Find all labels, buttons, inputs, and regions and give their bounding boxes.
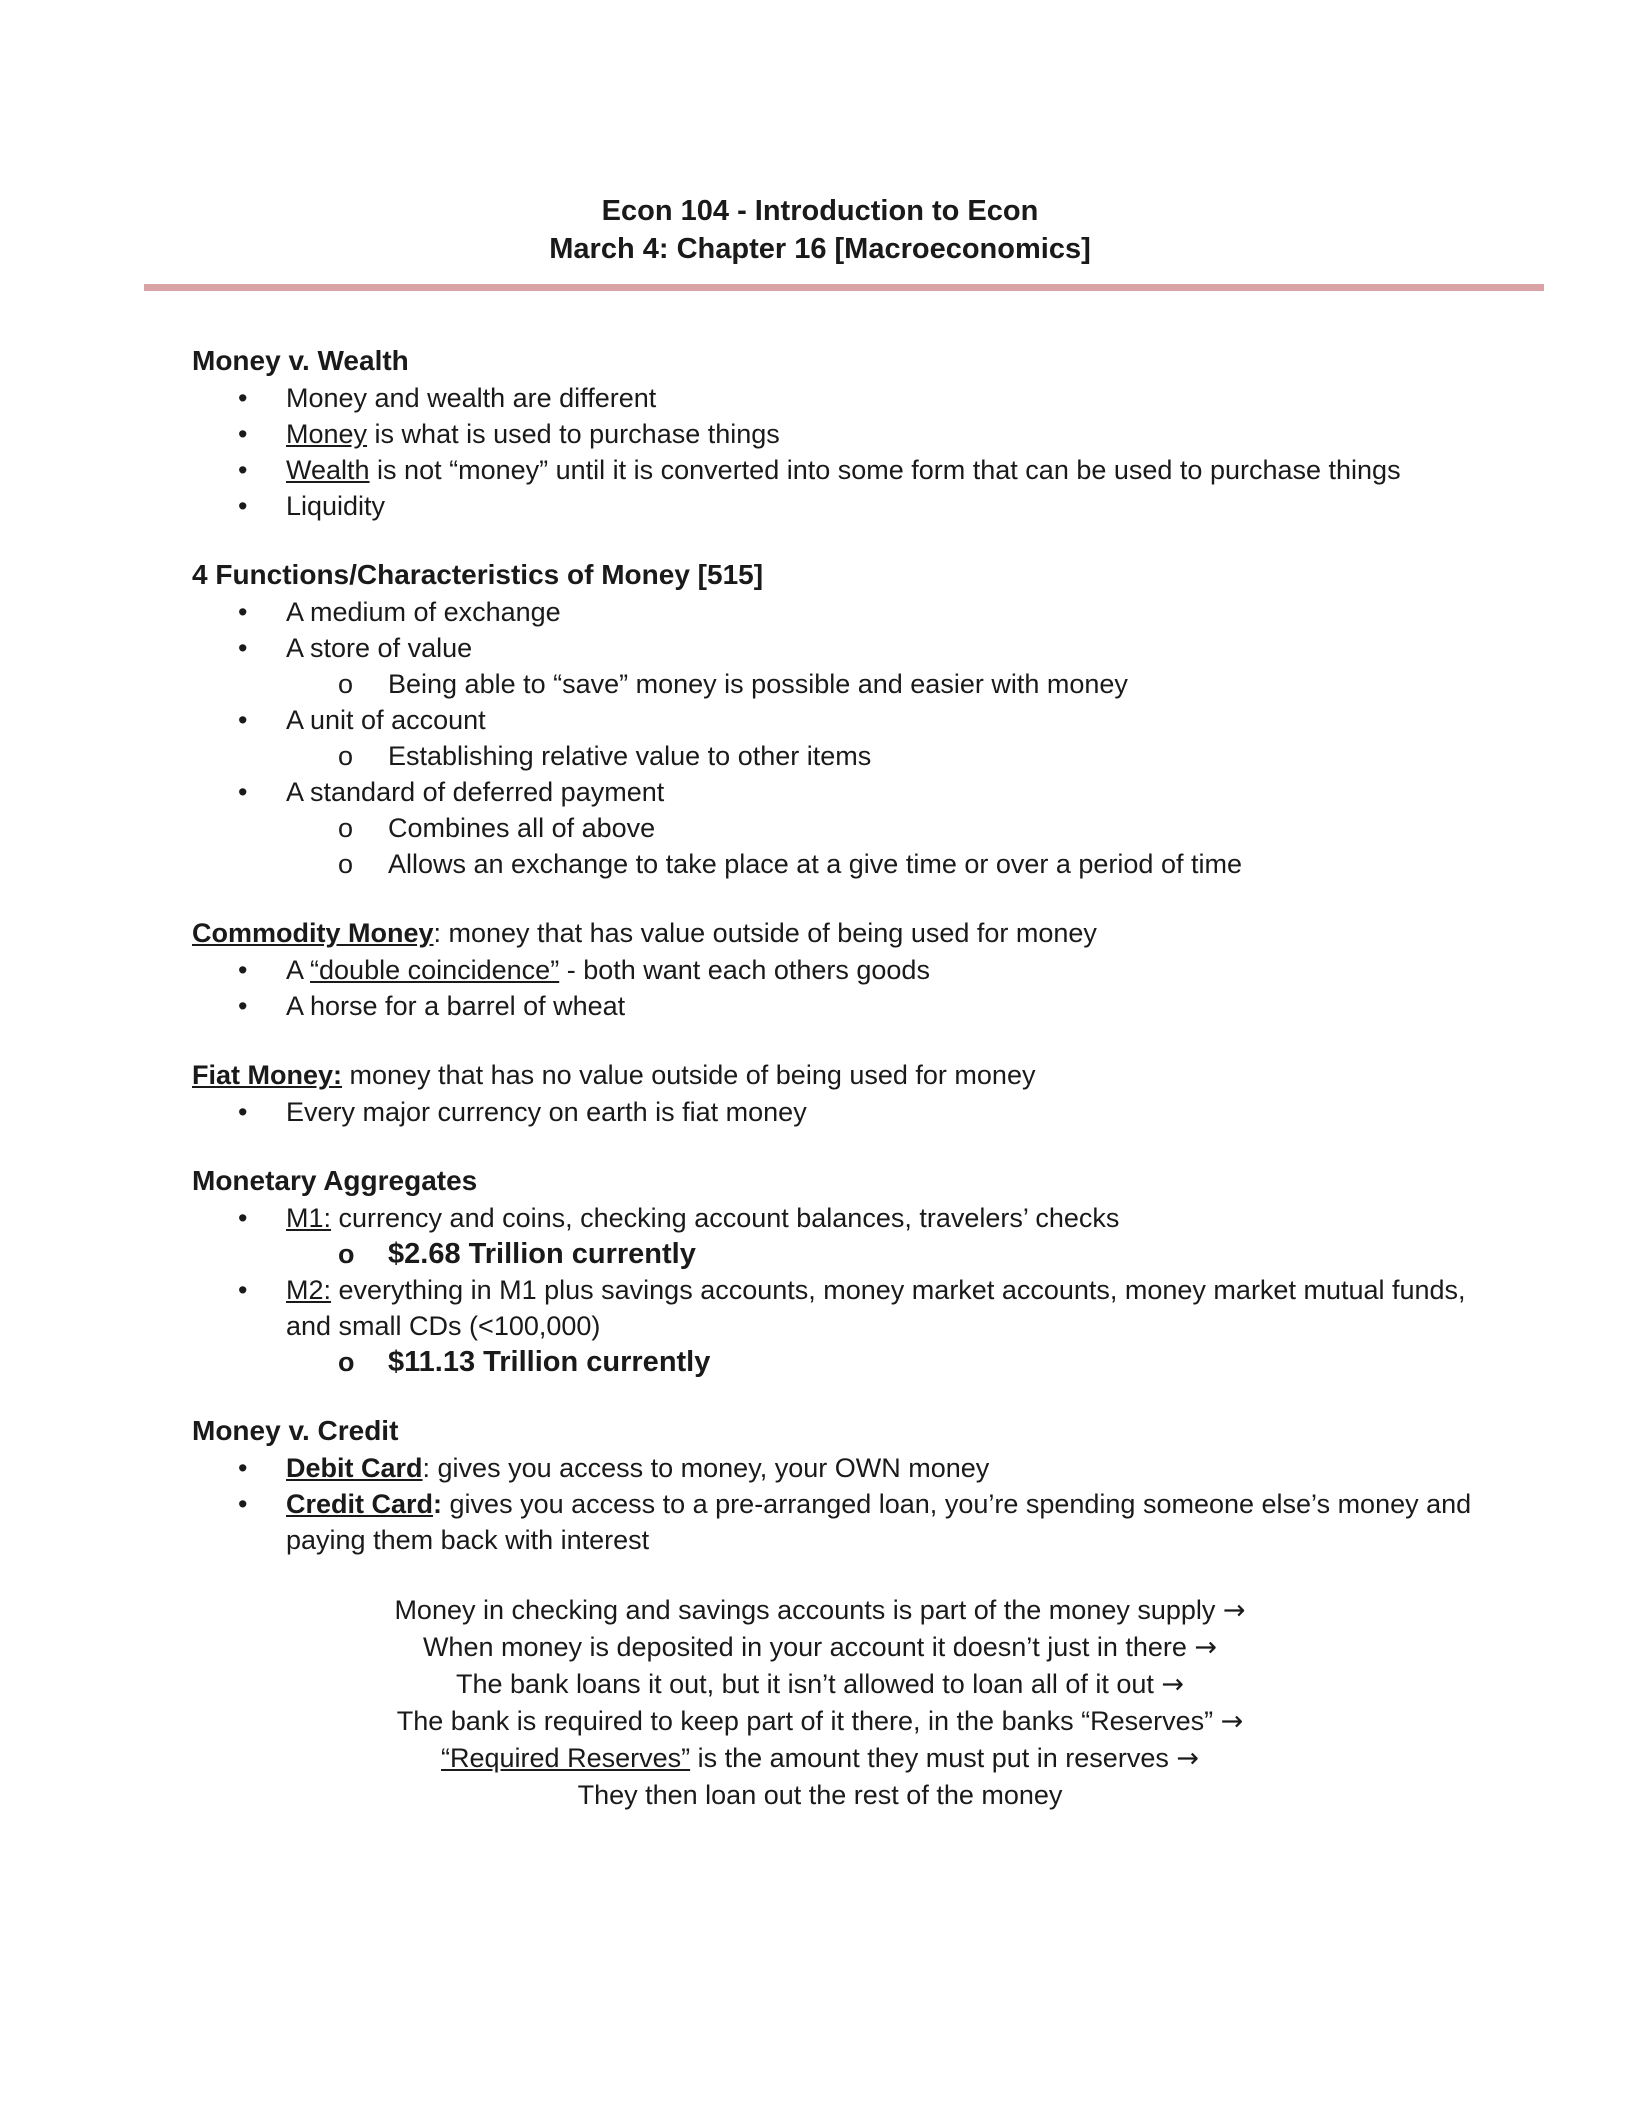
sub-bullet-icon: o — [338, 669, 354, 699]
lecture-title: March 4: Chapter 16 [Macroeconomics] — [549, 233, 1091, 265]
course-title: Econ 104 - Introduction to Econ — [601, 195, 1039, 227]
section-heading: 4 Functions/Characteristics of Money [515] — [192, 559, 764, 590]
bullet-icon: • — [238, 991, 248, 1021]
flow-line: They then loan out the rest of the money — [577, 1780, 1063, 1810]
term: Credit Card — [286, 1489, 434, 1519]
term: Money — [286, 419, 368, 449]
list-item: • Money and wealth are different — [192, 380, 1492, 416]
list-item: • M2: everything in M1 plus savings accounts, money market accounts, money market mutual funds, and small CDs (<100,000) o $11.13 Trillion currently — [192, 1272, 1492, 1380]
list-item: • A store of value o Being able to “save” money is possible and easier with money — [192, 630, 1492, 702]
list-item: • Liquidity — [192, 488, 1492, 524]
list-item: • A “double coincidence” - both want each others goods — [192, 952, 1492, 988]
m2-value: $11.13 Trillion currently — [388, 1346, 711, 1378]
section-heading: Monetary Aggregates — [192, 1165, 478, 1196]
list-item: • Money is what is used to purchase things — [192, 416, 1492, 452]
list-item: • A horse for a barrel of wheat — [192, 988, 1492, 1024]
list-item: • Wealth is not “money” until it is converted into some form that can be used to purchase things — [192, 452, 1492, 488]
arrow-right-icon: → — [1220, 1706, 1244, 1737]
arrow-right-icon: → — [1176, 1743, 1199, 1774]
sub-list-item: o Establishing relative value to other items — [192, 738, 1492, 774]
bullet-icon: • — [238, 383, 248, 413]
header-divider — [144, 284, 1544, 291]
section-money-credit — [192, 1412, 1492, 1558]
bullet-icon: • — [238, 455, 248, 485]
term: Debit Card — [286, 1453, 423, 1483]
bullet-icon: • — [238, 1489, 248, 1519]
sub-bullet-icon: o — [338, 1239, 355, 1269]
sub-list-item — [192, 1344, 1492, 1380]
bullet-icon: • — [238, 1097, 248, 1127]
list-item: • A medium of exchange — [192, 594, 1492, 630]
term: Commodity Money — [192, 918, 434, 948]
m1-value: $2.68 Trillion currently — [388, 1238, 696, 1270]
arrow-right-icon: → — [1161, 1669, 1185, 1700]
section-fiat-money — [192, 1056, 1492, 1130]
bullet-icon: • — [238, 955, 248, 985]
term: Fiat Money: — [192, 1060, 343, 1090]
term: M1: — [286, 1203, 332, 1233]
term: M2: — [286, 1275, 332, 1305]
term: “double coincidence” — [310, 955, 560, 985]
arrow-right-icon: → — [1194, 1632, 1218, 1663]
list-item: • A standard of deferred payment o Combines all of above o Allows an exchange to take place at a give time or over a period of time — [192, 774, 1492, 882]
sub-bullet-icon: o — [338, 813, 354, 843]
list-item: • Credit Card: gives you access to a pre-arranged loan, you’re spending someone else’s money and paying them back with interest — [192, 1486, 1492, 1558]
document-title — [0, 192, 1640, 268]
sub-list-item: o Combines all of above — [192, 810, 1492, 846]
flow-line: The bank loans it out, but it isn’t allowed to loan all of it out → — [455, 1669, 1185, 1700]
money-flow-text — [0, 1592, 1640, 1813]
bullet-icon: • — [238, 633, 248, 663]
list-item: • M1: currency and coins, checking account balances, travelers’ checks o $2.68 Trillion currently — [192, 1200, 1492, 1272]
bullet-icon: • — [238, 597, 248, 627]
flow-line: Money in checking and savings accounts is part of the money supply → — [394, 1595, 1246, 1626]
section-money-wealth — [192, 342, 1492, 524]
definition-line: Commodity Money: money that has value outside of being used for money — [192, 918, 1097, 948]
bullet-icon: • — [238, 491, 248, 521]
section-heading: Money v. Wealth — [192, 345, 409, 376]
section-functions — [192, 556, 1492, 882]
flow-line: The bank is required to keep part of it there, in the banks “Reserves” → — [396, 1706, 1244, 1737]
bullet-icon: • — [238, 1275, 248, 1305]
sub-bullet-icon: o — [338, 1347, 355, 1377]
flow-line: When money is deposited in your account it doesn’t just in there → — [422, 1632, 1218, 1663]
bullet-icon: • — [238, 419, 248, 449]
notes-body — [192, 342, 1492, 1590]
term: “Required Reserves” — [441, 1743, 691, 1773]
arrow-right-icon: → — [1222, 1595, 1246, 1626]
term: Wealth — [286, 455, 370, 485]
list-item: • A unit of account o Establishing relative value to other items — [192, 702, 1492, 774]
bullet-icon: • — [238, 1453, 248, 1483]
bullet-icon: • — [238, 1203, 248, 1233]
sub-list-item — [192, 1236, 1492, 1272]
sub-list-item: o Being able to “save” money is possible and easier with money — [192, 666, 1492, 702]
section-heading: Money v. Credit — [192, 1415, 399, 1446]
list-item: • Debit Card: gives you access to money, your OWN money — [192, 1450, 1492, 1486]
bullet-icon: • — [238, 777, 248, 807]
sub-list-item: o Allows an exchange to take place at a give time or over a period of time — [192, 846, 1492, 882]
bullet-icon: • — [238, 705, 248, 735]
flow-line: “Required Reserves” is the amount they must put in reserves → — [441, 1743, 1199, 1774]
definition-line: Fiat Money: money that has no value outside of being used for money — [192, 1060, 1036, 1090]
sub-bullet-icon: o — [338, 849, 354, 879]
section-commodity-money — [192, 914, 1492, 1024]
section-monetary-aggregates — [192, 1162, 1492, 1380]
sub-bullet-icon: o — [338, 741, 354, 771]
list-item: • Every major currency on earth is fiat money — [192, 1094, 1492, 1130]
